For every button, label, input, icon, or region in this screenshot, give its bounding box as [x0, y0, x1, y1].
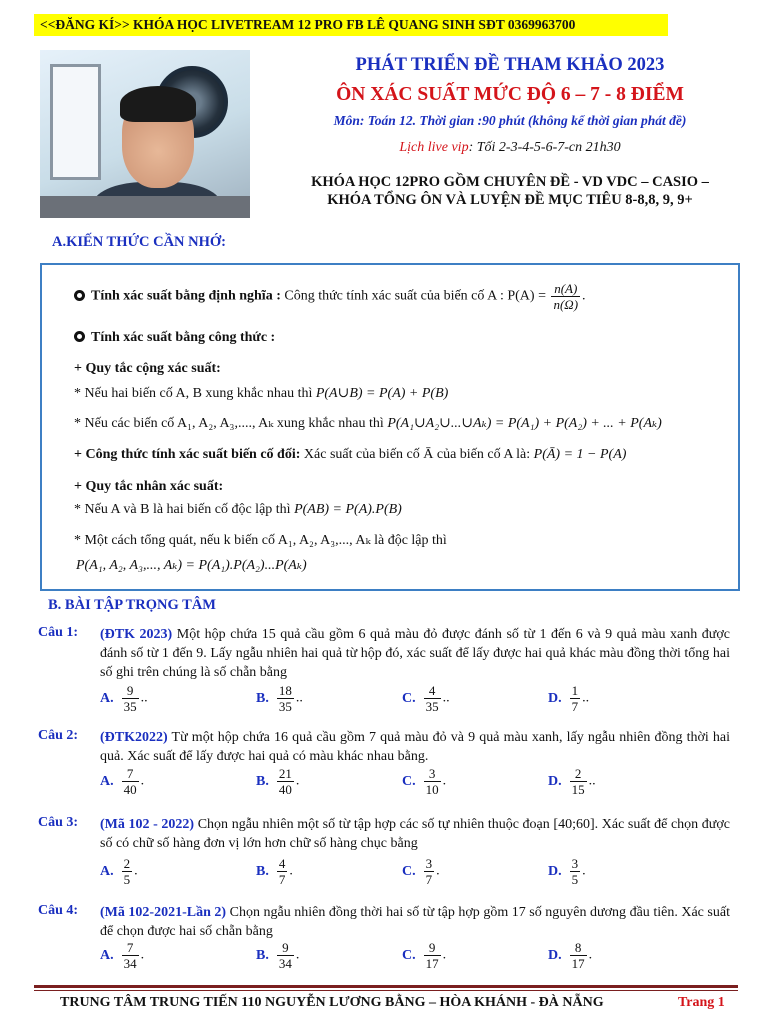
answer-option[interactable]: B. $\frac{18}{35}$ .. [256, 683, 303, 714]
multiplication-rule-1: * Nếu A và B là hai biến cố độc lập thì P(AB) = P(A).P(B) [74, 502, 402, 517]
definition-text: Công thức tính xác suất của biến cố A : P(A) = [284, 288, 546, 304]
addition-rule-1: * Nếu hai biến cố A, B xung khắc nhau thì P(A∪B) = P(A) + P(B) [74, 386, 449, 401]
answer-option[interactable]: B. $\frac{9}{34}$ . [256, 940, 300, 971]
multiplication-rule-heading: + Quy tắc nhân xác suất: [74, 479, 224, 494]
formula-heading: Tính xác suất bằng công thức : [91, 330, 276, 345]
course-info-line2: KHÓA TỔNG ÔN VÀ LUYỆN ĐỀ MỤC TIÊU 8-8,8, 9, 9+ [327, 192, 693, 208]
question-label: Câu 4: [38, 903, 79, 918]
answer-option[interactable]: B. $\frac{21}{40}$ . [256, 766, 300, 797]
definition-fraction: $\frac{n(A)}{n(\Omega)}$ [553, 281, 579, 312]
bullet-icon [74, 331, 85, 342]
question-text: (Mã 102-2021-Lần 2) Chọn ngẫu nhiên đồng thời hai số từ tập hợp gồm 17 số nguyên dương đầu tiên. Xác suất để chọn được hai số chẵn bằng [100, 905, 730, 939]
answer-option[interactable]: A. $\frac{2}{5}$ . [100, 856, 138, 887]
question-label: Câu 2: [38, 728, 79, 743]
live-schedule-value: : Tối 2-3-4-5-6-7-cn 21h30 [468, 140, 621, 155]
answer-option[interactable]: A. $\frac{7}{40}$ . [100, 766, 145, 797]
addition-rule-heading: + Quy tắc cộng xác suất: [74, 361, 221, 376]
answer-option[interactable]: B. $\frac{4}{7}$ . [256, 856, 293, 887]
section-a-heading: A.KIẾN THỨC CẦN NHỚ: [52, 234, 227, 250]
section-b-heading: B. BÀI TẬP TRỌNG TÂM [48, 597, 216, 613]
answer-option[interactable]: A. $\frac{9}{35}$ .. [100, 683, 148, 714]
answer-option[interactable]: C. $\frac{3}{10}$ . [402, 766, 447, 797]
complement-formula: P(Ā) = 1 − P(A) [533, 447, 627, 462]
subject-line: Môn: Toán 12. Thời gian :90 phút (không kể thời gian phát đề) [333, 113, 687, 128]
question-label: Câu 3: [38, 815, 79, 830]
multiplication-formula-1: P(AB) = P(A).P(B) [294, 502, 402, 517]
footer-divider [34, 985, 738, 988]
page-title: PHÁT TRIỂN ĐỀ THAM KHẢO 2023 [355, 55, 665, 75]
addition-rule-2: * Nếu các biến cố A₁, A₂, A₃,...., Aₖ xung khắc nhau thì P(A₁∪A₂∪...∪Aₖ) = P(A₁) + P(A₂) + ... + P(Aₖ) [74, 416, 662, 431]
bullet-icon [74, 290, 85, 301]
definition-line: Tính xác suất bằng định nghĩa : Công thức tính xác suất của biến cố A : P(A) = $\frac{n(A)}{n(\Omega)}$ . [74, 281, 586, 312]
footer-divider-thin [34, 990, 738, 991]
addition-formula-2: P(A₁∪A₂∪...∪Aₖ) = P(A₁) + P(A₂) + ... + P(Aₖ) [387, 416, 662, 431]
answer-option[interactable]: D. $\frac{3}{5}$ . [548, 856, 586, 887]
complement-rule: + Công thức tính xác suất biến cố đối: Xác suất của biến cố Ā của biến cố A là: P(Ā) = 1 − P(A) [74, 447, 627, 462]
registration-banner: <<ĐĂNG KÍ>> KHÓA HỌC LIVETREAM 12 PRO FB LÊ QUANG SINH SĐT 0369963700 [34, 14, 668, 36]
question-text: (ĐTK2022) Từ một hộp chứa 16 quả cầu gồm 7 quả màu đỏ và 9 quả màu xanh, lấy ngẫu nhiên đồng thời hai quả. Xác suất để lấy được hai quả có màu khác nhau bằng. [100, 730, 730, 764]
live-schedule [290, 140, 730, 156]
answer-option[interactable]: A. $\frac{7}{34}$ . [100, 940, 145, 971]
teacher-photo [40, 50, 250, 218]
answer-option[interactable]: D. $\frac{1}{7}$ .. [548, 683, 590, 714]
live-schedule-label: Lịch live vip [399, 140, 469, 155]
multiplication-rule-2: * Một cách tổng quát, nếu k biến cố A₁, A₂, A₃,..., Aₖ là độc lập thì [74, 533, 447, 548]
answer-option[interactable]: D. $\frac{8}{17}$ . [548, 940, 593, 971]
question-text: (Mã 102 - 2022) Chọn ngẫu nhiên một số từ tập hợp các số tự nhiên thuộc đoạn [40;60]. Xác suất để chọn được số có chữ số hàng đơn vị lớn hơn chữ số hàng chục bằng [100, 817, 730, 851]
answer-option[interactable]: C. $\frac{9}{17}$ . [402, 940, 447, 971]
answer-option[interactable]: C. $\frac{4}{35}$ .. [402, 683, 450, 714]
question-text: (ĐTK 2023) Một hộp chứa 15 quả cầu gồm 6 quả màu đỏ được đánh số từ 1 đến 6 và 9 quả màu xanh được đánh số từ 1 đến 9. Lấy ngẫu nhiên hai quả từ hộp đó, xác suất để lấy được hai quả khác màu đồng thời tổng hai số ghi trên chúng là số chẵn bằng [100, 627, 730, 680]
multiplication-formula-2: P(A₁, A₂, A₃,..., Aₖ) = P(A₁).P(A₂)...P(Aₖ) [76, 558, 307, 573]
answer-option[interactable]: D. $\frac{2}{15}$ .. [548, 766, 596, 797]
answer-option[interactable]: C. $\frac{3}{7}$ . [402, 856, 440, 887]
course-info-line1: KHÓA HỌC 12PRO GỒM CHUYÊN ĐỀ - VD VDC – CASIO – [311, 174, 709, 190]
addition-formula-1: P(A∪B) = P(A) + P(B) [315, 386, 449, 401]
footer-address: TRUNG TÂM TRUNG TIẾN 110 NGUYỄN LƯƠNG BẰNG – HÒA KHÁNH - ĐÀ NẴNG [60, 995, 604, 1010]
formula-heading-line [74, 330, 275, 346]
page-subtitle: ÔN XÁC SUẤT MỨC ĐỘ 6 – 7 - 8 ĐIỂM [336, 84, 684, 105]
question-label: Câu 1: [38, 625, 79, 640]
page-number: Trang 1 [678, 995, 725, 1010]
definition-label: Tính xác suất bằng định nghĩa : [91, 288, 281, 304]
